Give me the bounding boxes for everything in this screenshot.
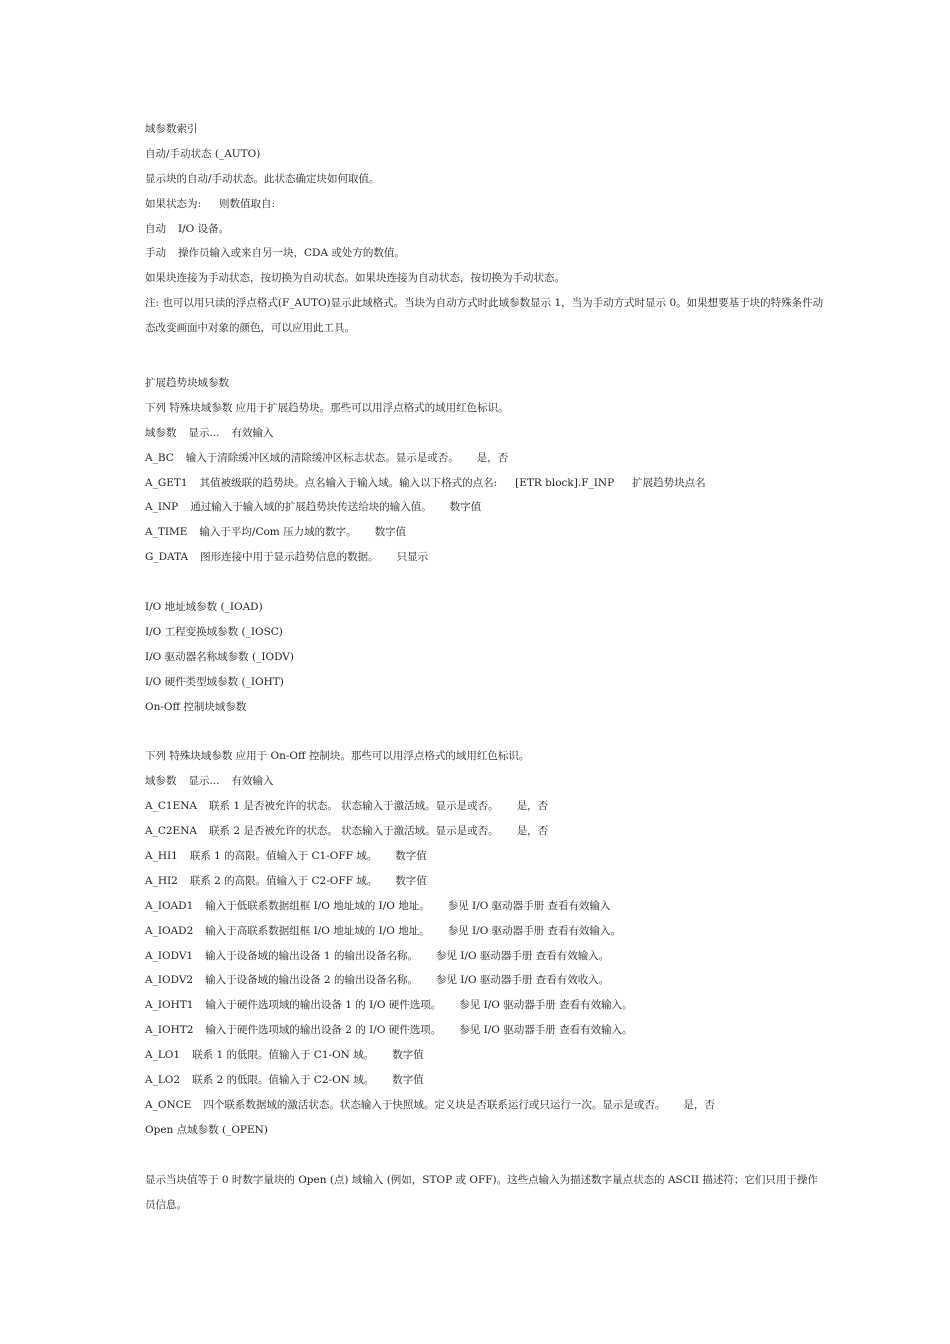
param-valid: 数字值 [449,501,482,514]
param-name: A_ONCE [145,1098,192,1111]
param-valid: 是，否 [476,451,509,464]
trend-intro: 下列 特殊块域参数 应用于扩展趋势块。那些可以用浮点格式的域用红色标识。 [145,401,509,414]
param-valid: 数字值 [392,1073,424,1086]
param-name: A_LO1 [145,1049,181,1062]
index-heading: 域参数索引 [145,123,198,135]
onoff-rows [145,799,825,1113]
io-item: On-Off 控制块域参数 [145,700,247,713]
io-item: I/O 地址域参数 (_IOAD) [145,601,263,614]
param-name: A_C2ENA [145,825,197,838]
param-desc: 输入于硬件选项域的输出设备 2 的 I/O 硬件选项。 [205,1024,442,1037]
param-desc: 联系 2 是否被允许的状态。 状态输入于激活域。显示是或否。 [208,825,499,838]
param-valid: 数字值 [392,1049,424,1062]
param-name: A_IOHT1 [145,999,194,1012]
param-name: A_IODV2 [145,974,194,987]
param-valid: 只显示 [396,551,429,564]
param-desc: 图形连接中用于显示趋势信息的数据。 [200,551,379,564]
then-value-label: 则数值取自: [219,197,276,210]
auto-manual-desc: 显示块的自动/手动状态。此状态确定块如何取值。 [145,172,380,185]
table-row [145,799,825,814]
table-row [145,451,825,466]
auto-manual-title: 自动/手动状态 (_AUTO) [145,147,261,160]
param-valid: 参见 I/O 驱动器手册 查看有效输入。 [459,999,633,1012]
param-name: A_IOHT2 [145,1024,194,1037]
manual-value: 操作员输入或来自另一块，CDA 或处方的数值。 [178,247,405,260]
param-desc: 输入于硬件选项域的输出设备 1 的 I/O 硬件选项。 [205,999,442,1012]
table-row [145,849,825,864]
table-row [145,500,825,515]
param-desc: 联系 1 是否被允许的状态。 状态输入于激活域。显示是或否。 [208,800,499,813]
param-valid: 参见 I/O 驱动器手册 查看有效输入。 [459,1024,633,1037]
io-items [145,600,825,715]
auto-key: 自动 [145,222,166,235]
io-item: I/O 驱动器名称域参数 (_IODV) [145,650,294,663]
table-row [145,525,825,540]
param-name: A_HI2 [145,874,178,887]
param-valid: 是，否 [516,800,549,813]
param-name: A_IOAD1 [145,899,194,912]
param-name: A_IOAD2 [145,924,194,937]
trend-title: 扩展趋势块域参数 [145,377,229,390]
param-valid: 参见 I/O 驱动器手册 查看有效输入。 [447,924,622,937]
param-valid: 参见 I/O 驱动器手册 查看有效输入。 [435,949,610,962]
param-name: A_TIME [145,526,188,539]
open-title: Open 点域参数 (_OPEN) [145,1123,268,1136]
header-field: 域参数 [145,775,177,788]
param-valid: 数字值 [395,849,427,862]
param-desc: 四个联系数据域的激活状态。状态输入于快照域。定义块是否联系运行或只运行一次。显示是或否。 [203,1098,666,1111]
param-desc: 其值被级联的趋势块。点名输入于输入域。输入以下格式的点名: [199,476,498,489]
param-desc: 输入于低联系数据组框 I/O 地址域的 I/O 地址。 [205,899,430,912]
table-row [145,1023,825,1038]
document-page [145,122,825,1227]
table-row [145,998,825,1013]
manual-key: 手动 [145,247,166,260]
param-valid: 是，否 [683,1098,715,1111]
header-display: 显示... [188,775,220,788]
table-row [145,1073,825,1088]
param-name: A_GET1 [145,476,188,489]
param-name: G_DATA [145,551,189,564]
param-valid: 参见 I/O 驱动器手册 查看有效输入 [447,899,611,912]
param-desc: 输入于设备域的输出设备 2 的输出设备名称。 [205,974,418,987]
param-valid: 参见 I/O 驱动器手册 查看有效收入。 [435,974,610,987]
io-item: I/O 硬件类型域参数 (_IOHT) [145,675,284,688]
param-desc: 输入于平均/Com 压力域的数字。 [199,526,357,539]
param-name: A_BC [145,451,174,464]
table-row [145,1098,825,1113]
param-desc: 联系 2 的高限。值输入于 C2-OFF 域。 [189,874,378,887]
auto-note: 注: 也可以用只读的浮点格式(F_AUTO)显示此域格式。当块为自动方式时此域参数显示 1，当为手动方式时显示 0。如果想要基于块的特殊条件动态改变画面中对象的颜色，可以应用此工具。 [145,297,824,335]
param-desc: 联系 1 的低限。值输入于 C1-ON 域。 [192,1049,375,1062]
trend-table-header [145,426,825,441]
open-desc: 显示当块值等于 0 时数字量块的 Open (点) 域输入 (例如，STOP 或 OFF)。这些点输入为描述数字量点状态的 ASCII 描述符；它们只用于操作员信息。 [145,1173,818,1211]
param-desc: 输入于高联系数据组框 I/O 地址域的 I/O 地址。 [205,924,430,937]
param-name: A_INP [145,501,179,514]
state-header-row [145,197,825,212]
table-row [145,949,825,964]
param-desc: 输入于设备域的输出设备 1 的输出设备名称。 [205,949,418,962]
if-state-label: 如果状态为: [145,197,202,210]
onoff-intro: 下列 特殊块域参数 应用于 On-Off 控制块。那些可以用浮点格式的域用红色标识。 [145,750,530,763]
param-name: A_HI1 [145,849,178,862]
param-valid: 数字值 [395,874,427,887]
table-row [145,924,825,939]
table-row [145,874,825,889]
table-row [145,1048,825,1063]
toggle-note: 如果块连接为手动状态，按切换为自动状态。如果块连接为自动状态，按切换为手动状态。 [145,272,565,285]
param-valid: 是，否 [516,825,549,838]
header-valid: 有效输入 [231,775,274,788]
table-row [145,824,825,839]
table-row [145,899,825,914]
table-row [145,476,825,491]
param-name: A_C1ENA [145,800,197,813]
param-name: A_LO2 [145,1073,181,1086]
param-desc: 联系 1 的高限。值输入于 C1-OFF 域。 [189,849,378,862]
trend-rows [145,451,825,566]
param-valid: 扩展趋势块点名 [632,476,706,489]
header-valid: 有效输入 [231,426,274,439]
header-display: 显示... [188,426,220,439]
table-row [145,973,825,988]
param-extra: [ETR block].F_INP [515,476,615,489]
auto-value: I/O 设备。 [178,222,230,235]
header-field: 域参数 [145,426,177,439]
param-desc: 通过输入于输入域的扩展趋势块传送给块的输入值。 [190,501,432,514]
io-item: I/O 工程变换域参数 (_IOSC) [145,625,283,638]
table-row [145,550,825,565]
param-desc: 联系 2 的低限。值输入于 C2-ON 域。 [192,1073,375,1086]
onoff-table-header [145,774,825,789]
param-name: A_IODV1 [145,949,194,962]
param-desc: 输入于清除缓冲区域的清除缓冲区标志状态。显示是或否。 [185,451,459,464]
auto-row [145,222,825,237]
param-valid: 数字值 [374,526,407,539]
manual-row [145,246,825,261]
